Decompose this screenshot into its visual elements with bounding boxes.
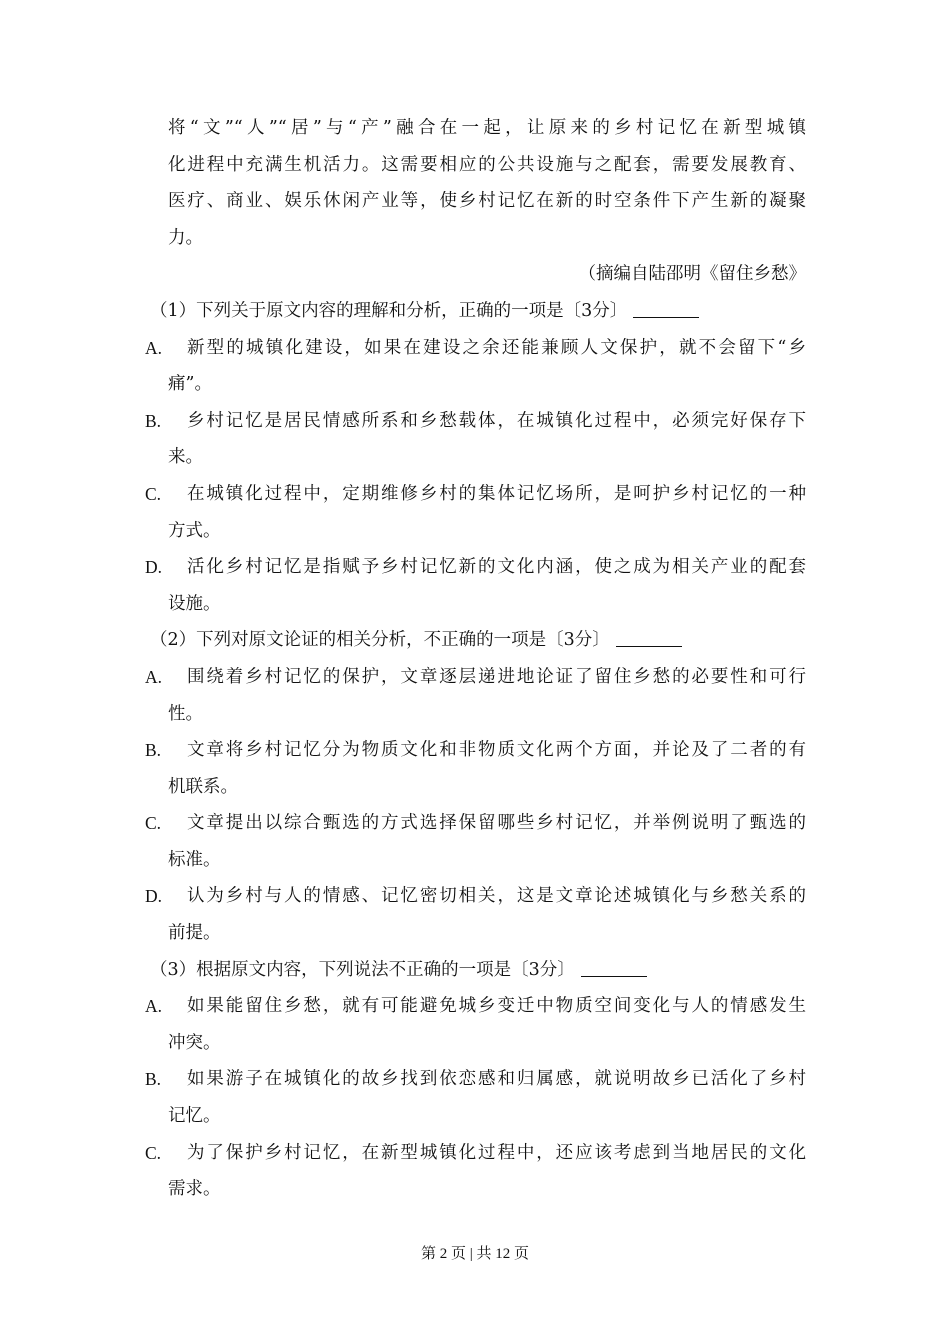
line-text: 方式。 xyxy=(168,520,221,541)
line-text: 痛”。 xyxy=(168,374,212,395)
source-citation: （摘编自陆邵明《留住乡愁》 xyxy=(578,264,806,285)
option-line xyxy=(0,988,950,1025)
line-text: 来。 xyxy=(168,447,203,468)
line-text: 医疗、商业、娱乐休闲产业等，使乡村记忆在新的时空条件下产生新的凝聚 xyxy=(168,191,806,212)
answer-blank[interactable] xyxy=(616,626,682,647)
line-text: 活化乡村记忆是指赋予乡村记忆新的文化内涵，使之成为相关产业的配套 xyxy=(187,557,806,578)
option-line xyxy=(0,1061,950,1098)
question-stem-text: （1）下列关于原文内容的理解和分析，正确的一项是〔3分〕 xyxy=(150,300,628,321)
option-line xyxy=(0,1135,950,1172)
passage-line xyxy=(0,220,950,257)
line-text: 如果能留住乡愁，就有可能避免城乡变迁中物质空间变化与人的情感发生 xyxy=(187,996,806,1017)
option-letter: C. xyxy=(145,813,162,834)
option-letter: B. xyxy=(145,410,162,431)
line-text: 标准。 xyxy=(168,849,221,870)
question-stem-text: （3）根据原文内容，下列说法不正确的一项是〔3分〕 xyxy=(150,959,575,980)
line-text: 性。 xyxy=(168,703,203,724)
option-line xyxy=(0,476,950,513)
line-text: 围绕着乡村记忆的保护，文章逐层递进地论证了留住乡愁的必要性和可行 xyxy=(187,666,806,687)
option-letter: A. xyxy=(145,666,163,687)
document-body xyxy=(0,110,950,1208)
option-letter: D. xyxy=(145,557,163,578)
option-line xyxy=(0,513,950,550)
line-text: 乡村记忆是居民情感所系和乡愁载体，在城镇化过程中，必须完好保存下 xyxy=(187,410,806,431)
line-text: 力。 xyxy=(168,227,203,248)
question-stem xyxy=(150,293,699,330)
page-footer: 第 2 页 | 共 12 页 xyxy=(420,1246,529,1262)
line-text: 文章将乡村记忆分为物质文化和非物质文化两个方面，并论及了二者的有 xyxy=(187,740,806,761)
line-text: 需求。 xyxy=(168,1179,221,1200)
passage-line xyxy=(0,147,950,184)
question-stem-line xyxy=(0,952,950,989)
question-stem-line xyxy=(0,622,950,659)
option-line xyxy=(0,366,950,403)
option-letter: D. xyxy=(145,886,163,907)
option-line xyxy=(0,732,950,769)
option-line xyxy=(0,403,950,440)
answer-blank[interactable] xyxy=(581,956,647,977)
option-line xyxy=(0,769,950,806)
line-text: 将“文”“人”“居”与“产”融合在一起，让原来的乡村记忆在新型城镇 xyxy=(168,118,806,138)
option-letter: A. xyxy=(145,996,163,1017)
line-text: 文章提出以综合甄选的方式选择保留哪些乡村记忆，并举例说明了甄选的 xyxy=(187,813,806,834)
option-letter: B. xyxy=(145,740,162,761)
option-line xyxy=(0,696,950,733)
line-text: 新型的城镇化建设，如果在建设之余还能兼顾人文保护，就不会留下“乡 xyxy=(187,337,806,358)
line-text: 冲突。 xyxy=(168,1032,221,1053)
question-stem-line xyxy=(0,293,950,330)
option-line xyxy=(0,659,950,696)
option-letter: A. xyxy=(145,337,163,358)
question-stem-text: （2）下列对原文论证的相关分析，不正确的一项是〔3分〕 xyxy=(150,630,610,651)
line-text: 化进程中充满生机活力。这需要相应的公共设施与之配套，需要发展教育、 xyxy=(168,154,806,175)
line-text: 为了保护乡村记忆，在新型城镇化过程中，还应该考虑到当地居民的文化 xyxy=(187,1142,806,1163)
line-text: 记忆。 xyxy=(168,1106,221,1127)
option-line xyxy=(0,1098,950,1135)
line-text: 机联系。 xyxy=(168,776,238,797)
line-text: 设施。 xyxy=(168,593,221,614)
question-stem xyxy=(150,952,647,989)
option-line xyxy=(0,878,950,915)
option-letter: C. xyxy=(145,483,162,504)
line-text: 在城镇化过程中，定期维修乡村的集体记忆场所，是呵护乡村记忆的一种 xyxy=(187,483,806,504)
line-text: 认为乡村与人的情感、记忆密切相关，这是文章论述城镇化与乡愁关系的 xyxy=(187,886,806,907)
option-line xyxy=(0,586,950,623)
passage-line xyxy=(0,183,950,220)
text-line xyxy=(0,256,950,293)
option-line xyxy=(0,842,950,879)
option-letter: B. xyxy=(145,1069,162,1090)
option-line xyxy=(0,439,950,476)
option-line xyxy=(0,915,950,952)
answer-blank[interactable] xyxy=(633,297,699,318)
option-line xyxy=(0,1171,950,1208)
question-stem xyxy=(150,622,682,659)
line-text: 前提。 xyxy=(168,923,221,944)
option-line xyxy=(0,805,950,842)
option-line xyxy=(0,549,950,586)
option-line xyxy=(0,330,950,367)
passage-line xyxy=(0,110,950,147)
option-line xyxy=(0,1025,950,1062)
option-letter: C. xyxy=(145,1142,162,1163)
line-text: 如果游子在城镇化的故乡找到依恋感和归属感，就说明故乡已活化了乡村 xyxy=(187,1069,806,1090)
